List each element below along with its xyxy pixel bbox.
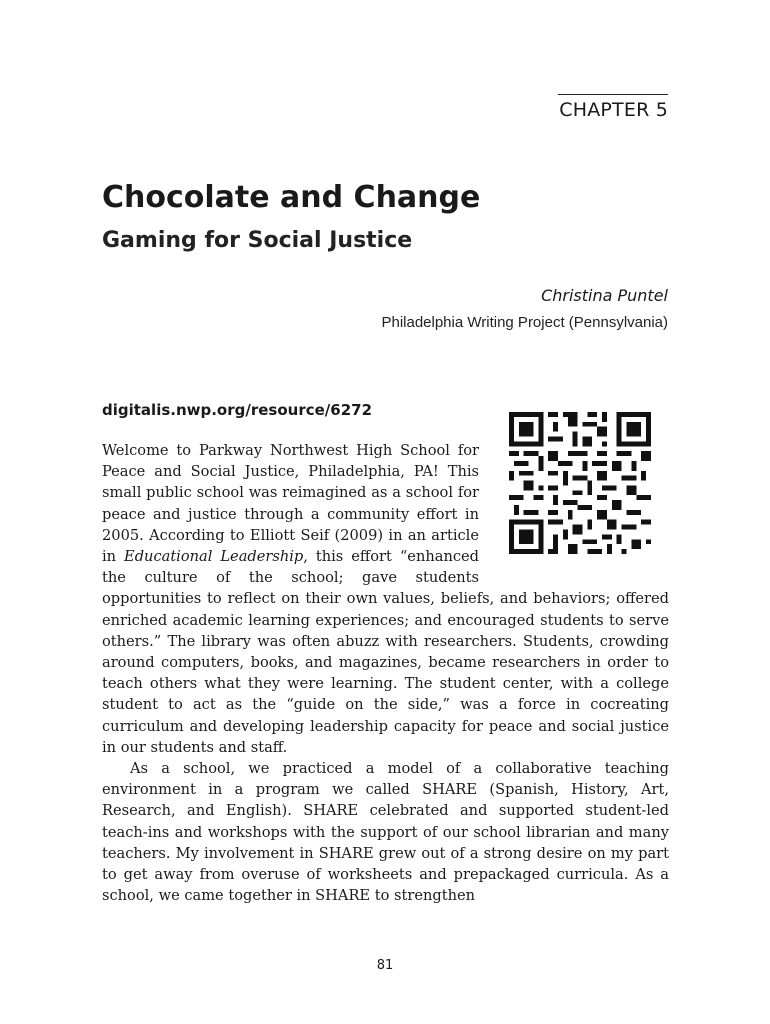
author-name: Christina Puntel	[541, 286, 668, 305]
journal-title: Educational Leadership	[124, 548, 304, 566]
qr-wrap-space	[487, 440, 669, 568]
chapter-subtitle: Gaming for Social Justice	[102, 228, 413, 253]
chapter-label: CHAPTER 5	[558, 94, 668, 121]
body-paragraph: As a school, we practiced a model of a collaborative teaching environment in a program we called SHARE (Spanish, History, Art, Research, and English). SHARE celebrated and supported student-led teach-ins and workshops with the support of our school librarian and many teachers. My involvement in SHARE grew out of a strong desire on my part to get away from overuse of worksheets and prepackaged curricula. As a school, we came together in SHARE to strengthen	[102, 760, 669, 905]
page-number: 81	[376, 958, 394, 973]
paragraph-text: Welcome to Parkway Northwest High School for Peace and Social Justice, Philadelphia, PA! This small public school was reimagined as a school for peace and justice through a community effort in 2005. According to Elliott Seif (2009) in an article in	[102, 442, 479, 566]
resource-link[interactable]: digitalis.nwp.org/resource/6272	[102, 401, 373, 419]
author-affiliation: Philadelphia Writing Project (Pennsylvania)	[381, 314, 668, 331]
chapter-body	[102, 440, 669, 906]
chapter-title: Chocolate and Change	[102, 180, 481, 215]
paragraph-text: , this effort “enhanced the culture of the school; gave students opportunities to reflect on their own values, beliefs, and behaviors; offered enriched academic learning experiences; and encouraged students to serve others.” The library was often abuzz with researchers. Students, crowding around computers, books, and magazines, became researchers in order to teach others what they were learning. The student center, with a college student to act as the “guide on the side,” was a force in cocreating curriculum and developing leadership capacity for peace and social justice in our students and staff.	[102, 548, 669, 756]
